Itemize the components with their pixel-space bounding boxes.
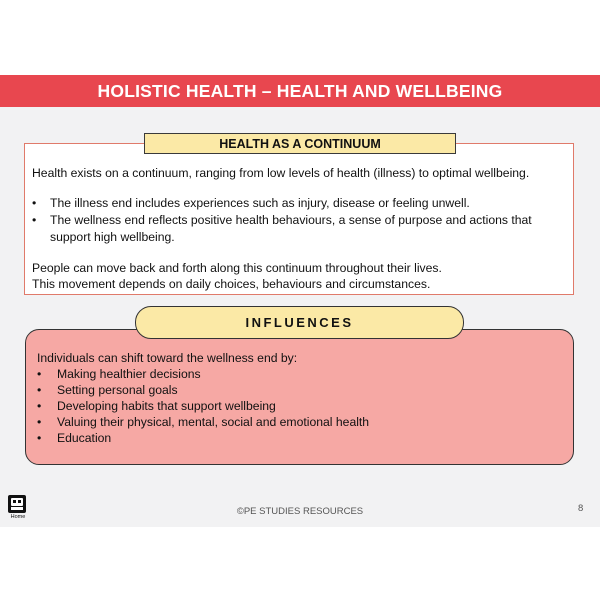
influences-label: INFLUENCES: [135, 306, 464, 339]
influences-bullet: Valuing their physical, mental, social and emotional health: [57, 415, 370, 429]
bullet-marker: •: [37, 415, 42, 429]
continuum-outro-1: People can move back and forth along this continuum throughout their lives.: [32, 261, 442, 275]
bullet-marker: •: [37, 399, 42, 413]
continuum-outro-2: This movement depends on daily choices, behaviours and circumstances.: [32, 277, 431, 291]
slide-title: HOLISTIC HEALTH – HEALTH AND WELLBEING: [0, 75, 600, 107]
bullet-marker: •: [37, 367, 42, 381]
bullet-marker: •: [37, 383, 42, 397]
influences-bullet: Education: [57, 431, 112, 445]
copyright-text: ©PE STUDIES RESOURCES: [236, 506, 364, 517]
bullet-marker: •: [37, 431, 42, 445]
continuum-label: HEALTH AS A CONTINUUM: [144, 133, 456, 154]
continuum-box: [24, 143, 574, 295]
influences-box: [25, 329, 574, 465]
continuum-bullet: The illness end includes experiences such as injury, disease or feeling unwell.: [50, 196, 470, 210]
bullet-marker: •: [32, 196, 37, 210]
page-number: 8: [578, 503, 584, 514]
influences-intro: Individuals can shift toward the wellness end by:: [37, 351, 298, 365]
influences-bullet: Setting personal goals: [57, 383, 178, 397]
bullet-marker: •: [32, 213, 37, 227]
continuum-intro: Health exists on a continuum, ranging from low levels of health (illness) to optimal wellbeing.: [32, 166, 530, 180]
continuum-bullet: The wellness end reflects positive health behaviours, a sense of purpose and actions that support high wellbeing.: [50, 213, 532, 244]
influences-bullet: Making healthier decisions: [57, 367, 201, 381]
home-label: Home: [10, 514, 26, 520]
influences-bullet: Developing habits that support wellbeing: [57, 399, 276, 413]
slide: [0, 75, 600, 527]
